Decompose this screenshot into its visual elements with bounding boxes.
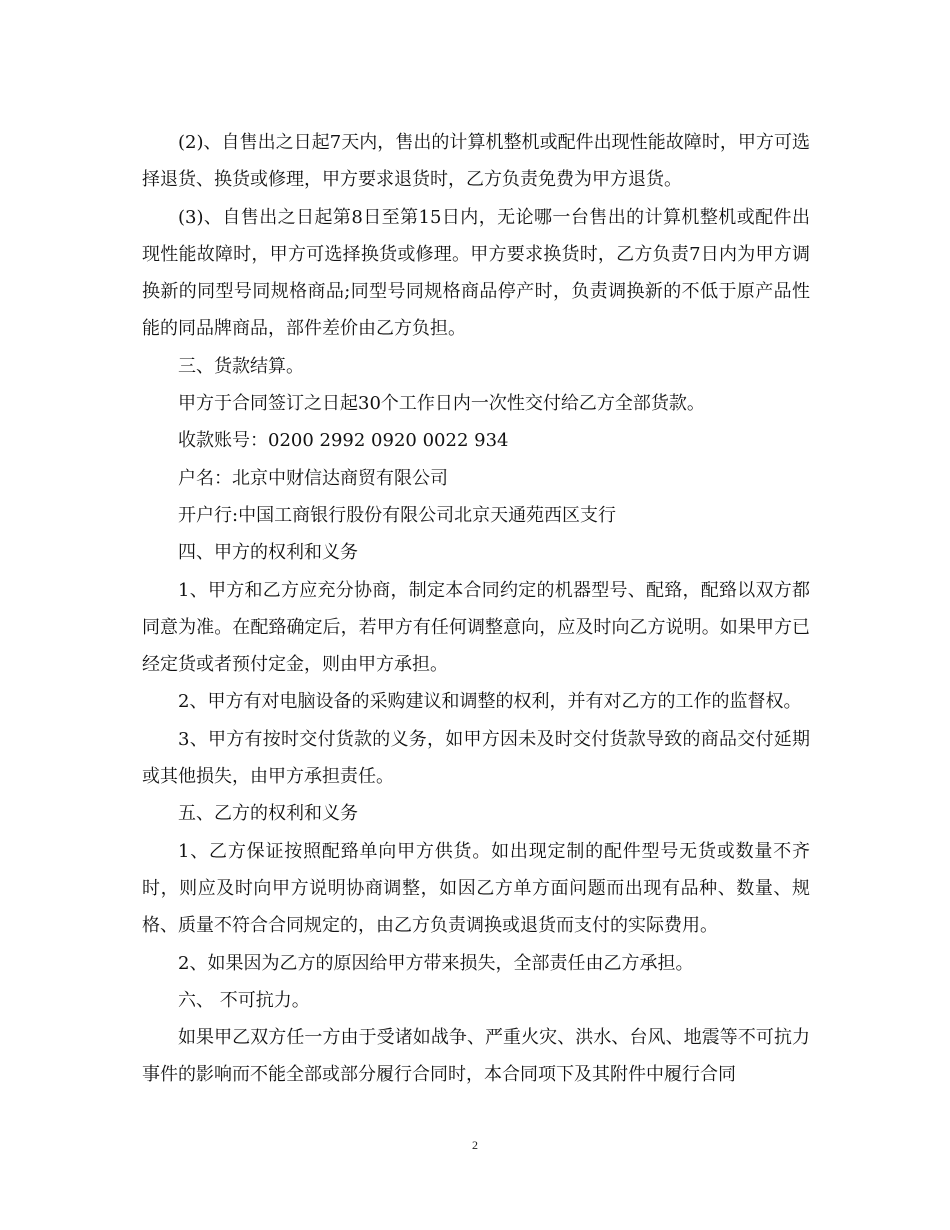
- page-number: 2: [472, 1138, 478, 1152]
- paragraph-party-a-2: 2、甲方有对电脑设备的采购建议和调整的权利，并有对乙方的工作的监督权。: [178, 691, 802, 713]
- paragraph-party-b-1: 1、乙方保证按照配臵单向甲方供货。如出现定制的配件型号无货或数量不齐时，则应及时向甲方说明协商调整，如因乙方单方面问题而出现有品种、数量、规格、质量不符合合同规定的，由乙方负责调换或退货而支付的实际费用。: [142, 840, 810, 937]
- paragraph-party-a-1: 1、甲方和乙方应充分协商，制定本合同约定的机器型号、配臵，配臵以双方都同意为准。在配臵确定后，若甲方有任何调整意向，应及时向乙方说明。如果甲方已经定货或者预付定金，则由甲方承担。: [142, 579, 810, 676]
- paragraph-account-number: 收款账号：0200 2992 0920 0022 934: [178, 430, 509, 452]
- paragraph-account-name: 户名：北京中财信达商贸有限公司: [178, 467, 448, 489]
- section-heading-party-b-rights: 五、乙方的权利和义务: [178, 803, 358, 825]
- paragraph-bank: 开户行:中国工商银行股份有限公司北京天通苑西区支行: [178, 504, 617, 526]
- section-heading-payment: 三、货款结算。: [178, 355, 304, 377]
- paragraph-payment-terms: 甲方于合同签订之日起30个工作日内一次性交付给乙方全部货款。: [178, 393, 705, 415]
- paragraph-party-b-2: 2、如果因为乙方的原因给甲方带来损失，全部责任由乙方承担。: [178, 952, 694, 974]
- paragraph-force-majeure: 如果甲乙双方任一方由于受诸如战争、严重火灾、洪水、台风、地震等不可抗力事件的影响而不能全部或部分履行合同时，本合同项下及其附件中履行合同: [142, 1027, 810, 1086]
- paragraph-exchange-day-8-to-15: (3)、自售出之日起第8日至第15日内，无论哪一台售出的计算机整机或配件出现性能故障时，甲方可选择换货或修理。甲方要求换货时，乙方负责7日内为甲方调换新的同型号同规格商品;同型号同规格商品停产时，负责调换新的不低于原产品性能的同品牌商品，部件差价由乙方负担。: [142, 206, 810, 340]
- paragraph-party-a-3: 3、甲方有按时交付货款的义务，如甲方因未及时交付货款导致的商品交付延期或其他损失，由甲方承担责任。: [142, 728, 810, 788]
- section-heading-party-a-rights: 四、甲方的权利和义务: [178, 542, 358, 564]
- section-heading-force-majeure: 六、 不可抗力。: [178, 989, 310, 1011]
- document-body: [142, 124, 810, 1094]
- paragraph-return-within-7-days: (2)、自售出之日起7天内，售出的计算机整机或配件出现性能故障时，甲方可选择退货、换货或修理，甲方要求退货时，乙方负责免费为甲方退货。: [142, 132, 810, 191]
